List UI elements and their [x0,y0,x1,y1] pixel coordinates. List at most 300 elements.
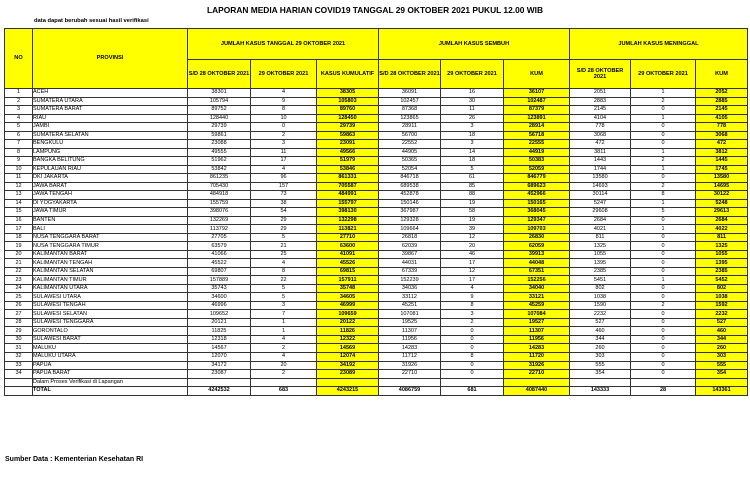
cell-sembuh-kum: 846779 [504,174,570,183]
cell-provinsi: Dalam Proses Verifikasi di Lapangan [33,378,188,387]
cell-meninggal-sd: 13580 [570,174,631,183]
cell-sembuh-kum: 33121 [504,293,570,302]
cell-kasus-today: 157 [251,182,317,191]
table-row [5,242,748,251]
cell-sembuh-today: 46 [441,250,504,259]
cell-kasus-today: 4 [251,89,317,98]
cell-meninggal-kum: 1325 [696,242,748,251]
cell-provinsi: SUMATERA UTARA [33,97,188,106]
cell-sembuh-kum: 22710 [504,370,570,379]
cell-sembuh-today: 58 [441,208,504,217]
cell-meninggal-today: 2 [631,182,696,191]
cell-kasus-kum: 705587 [317,182,379,191]
cell-kasus-kum: 132298 [317,216,379,225]
cell-kasus-today: 683 [251,387,317,396]
cell-sembuh-kum: 67351 [504,267,570,276]
cell-kasus-today: 20 [251,361,317,370]
cell-kasus-sd: 861235 [188,174,251,183]
cell-sembuh-today: 12 [441,233,504,242]
cell-kasus-today: 4 [251,335,317,344]
cell-sembuh-sd: 102457 [379,97,441,106]
cell-meninggal-sd: 2385 [570,267,631,276]
cell-sembuh-kum: 44919 [504,148,570,157]
report-title: LAPORAN MEDIA HARIAN COVID19 TANGGAL 29 OKTOBER 2021 PUKUL 12.00 WIB [207,5,543,15]
cell-kasus-today: 11 [251,148,317,157]
cell-sembuh-sd: 52054 [379,165,441,174]
cell-no: 18 [5,233,33,242]
cell-kasus-sd: 113792 [188,225,251,234]
cell-kasus-sd: 69807 [188,267,251,276]
cell-meninggal-kum: 472 [696,140,748,149]
cell-meninggal-today: 0 [631,267,696,276]
header-sembuh-sd: S/D 28 OKTOBER 2021 [379,60,441,89]
cell-sembuh-kum: 28914 [504,123,570,132]
cell-meninggal-sd: 555 [570,361,631,370]
cell-meninggal-kum: 2232 [696,310,748,319]
table-row [5,182,748,191]
cell-provinsi: SULAWESI TENGGARA [33,318,188,327]
cell-meninggal-kum: 527 [696,318,748,327]
cell-meninggal-today: 1 [631,199,696,208]
table-row [5,123,748,132]
cell-sembuh-today: 5 [441,165,504,174]
cell-meninggal-today: 0 [631,327,696,336]
cell-meninggal-kum: 5248 [696,199,748,208]
data-source: Sumber Data : Kementerian Kesehatan RI [5,456,144,463]
cell-no: 10 [5,165,33,174]
cell-sembuh-today: 85 [441,182,504,191]
cell-meninggal-sd: 5247 [570,199,631,208]
cell-sembuh-today: 8 [441,301,504,310]
header-meninggal-sd: S/D 28 OKTOBER 2021 [570,60,631,89]
cell-meninggal-sd: 2883 [570,97,631,106]
cell-sembuh-kum: 34040 [504,284,570,293]
cell-meninggal-today: 1 [631,148,696,157]
cell-sembuh-today: 18 [441,157,504,166]
cell-no: 29 [5,327,33,336]
cell-sembuh-kum: 14283 [504,344,570,353]
cell-sembuh-today: 14 [441,148,504,157]
cell-kasus-sd: 34600 [188,293,251,302]
cell-sembuh-today: 30 [441,97,504,106]
cell-kasus-kum: 63600 [317,242,379,251]
cell-meninggal-today: 0 [631,123,696,132]
cell-meninggal-today: 0 [631,174,696,183]
cell-kasus-sd: 705430 [188,182,251,191]
cell-sembuh-today: 0 [441,361,504,370]
cell-sembuh-sd: 152239 [379,276,441,285]
cell-sembuh-today: 3 [441,140,504,149]
cell-sembuh-today: 16 [441,89,504,98]
cell-meninggal-today: 0 [631,140,696,149]
cell-kasus-sd: 41066 [188,250,251,259]
cell-meninggal-kum: 2885 [696,97,748,106]
table-row [5,114,748,123]
cell-meninggal-sd: 1325 [570,242,631,251]
table-row [5,106,748,115]
cell-meninggal-sd: 4104 [570,114,631,123]
cell-meninggal-kum: 2684 [696,216,748,225]
cell-sembuh-kum: 129347 [504,216,570,225]
cell-no: 2 [5,97,33,106]
cell-sembuh-sd: 87368 [379,106,441,115]
cell-meninggal-kum: 1395 [696,259,748,268]
cell-kasus-kum: 11826 [317,327,379,336]
cell-kasus-sd: 51962 [188,157,251,166]
cell-kasus-today: 1 [251,327,317,336]
table-row [5,335,748,344]
cell-sembuh-kum: 45259 [504,301,570,310]
cell-provinsi: KALIMANTAN TENGAH [33,259,188,268]
cell-meninggal-kum: 4022 [696,225,748,234]
cell-meninggal-today: 1 [631,225,696,234]
cell-no: 28 [5,318,33,327]
cell-meninggal-today: 1 [631,89,696,98]
cell-meninggal-sd: 1443 [570,157,631,166]
cell-provinsi: JAWA TIMUR [33,208,188,217]
cell-sembuh-today: 681 [441,387,504,396]
cell-meninggal-sd: 1038 [570,293,631,302]
cell-sembuh-kum: 123891 [504,114,570,123]
cell-kasus-today: 73 [251,191,317,200]
cell-kasus-sd: 89752 [188,106,251,115]
cell-meninggal-kum: 2385 [696,267,748,276]
cell-meninggal-kum: 2145 [696,106,748,115]
cell-kasus-sd: 23088 [188,140,251,149]
total-row [5,387,748,396]
cell-meninggal-sd: 778 [570,123,631,132]
cell-kasus-sd: 46996 [188,301,251,310]
cell-provinsi: MALUKU UTARA [33,352,188,361]
cell-kasus-today: 8 [251,106,317,115]
cell-sembuh-today: 19 [441,216,504,225]
cell-meninggal-kum: 303 [696,352,748,361]
cell-sembuh-today: 9 [441,293,504,302]
table-row [5,225,748,234]
cell-kasus-today: 3 [251,301,317,310]
cell-kasus-sd: 132269 [188,216,251,225]
cell-provinsi: PAPUA [33,361,188,370]
cell-no: 16 [5,216,33,225]
cell-sembuh-kum: 52059 [504,165,570,174]
cell-kasus-sd: 155759 [188,199,251,208]
table-row [5,370,748,379]
cell-sembuh-sd: 689538 [379,182,441,191]
cell-sembuh-sd: 36091 [379,89,441,98]
cell-sembuh-sd: 62039 [379,242,441,251]
cell-sembuh-kum: 36107 [504,89,570,98]
cell-sembuh-kum: 109703 [504,225,570,234]
cell-kasus-today: 8 [251,267,317,276]
cell-meninggal-today [631,378,696,387]
cell-provinsi: KALIMANTAN UTARA [33,284,188,293]
cell-no: 9 [5,157,33,166]
cell-kasus-today: 5 [251,284,317,293]
cell-meninggal-today: 5 [631,208,696,217]
cell-no: 6 [5,131,33,140]
header-sembuh-today: 29 OKTOBER 2021 [441,60,504,89]
cell-kasus-today: 3 [251,140,317,149]
cell-provinsi: BENGKULU [33,140,188,149]
cell-meninggal-today: 8 [631,191,696,200]
cell-meninggal-sd: 354 [570,370,631,379]
cell-no: 5 [5,123,33,132]
cell-no: 32 [5,352,33,361]
table-row [5,284,748,293]
cell-provinsi: KALIMANTAN SELATAN [33,267,188,276]
cell-sembuh-today: 17 [441,259,504,268]
cell-kasus-today: 22 [251,276,317,285]
cell-no: 19 [5,242,33,251]
cell-meninggal-today: 0 [631,131,696,140]
cell-kasus-sd: 29739 [188,123,251,132]
cell-sembuh-sd: 67339 [379,267,441,276]
cell-no: 22 [5,267,33,276]
cell-meninggal-kum: 778 [696,123,748,132]
cell-sembuh-today: 0 [441,370,504,379]
cell-provinsi: BANTEN [33,216,188,225]
table-row [5,276,748,285]
cell-sembuh-kum: 11307 [504,327,570,336]
cell-kasus-kum: 113821 [317,225,379,234]
cell-kasus-kum: 34605 [317,293,379,302]
cell-meninggal-sd: 1744 [570,165,631,174]
cell-sembuh-sd: 44031 [379,259,441,268]
cell-kasus-kum: 861331 [317,174,379,183]
cell-kasus-today: 0 [251,123,317,132]
cell-provinsi: JAMBI [33,123,188,132]
cell-sembuh-kum: 56718 [504,131,570,140]
cell-kasus-today: 1 [251,318,317,327]
cell-no: 34 [5,370,33,379]
table-row [5,89,748,98]
cell-kasus-kum: 29739 [317,123,379,132]
cell-meninggal-today: 0 [631,361,696,370]
cell-kasus-today: 17 [251,157,317,166]
cell-sembuh-sd: 22710 [379,370,441,379]
cell-meninggal-kum: 2052 [696,89,748,98]
table-row [5,157,748,166]
cell-no [5,378,33,387]
cell-meninggal-today: 1 [631,165,696,174]
table-row [5,216,748,225]
cell-provinsi: SUMATERA SELATAN [33,131,188,140]
cell-meninggal-sd: 3068 [570,131,631,140]
cell-meninggal-kum: 260 [696,344,748,353]
cell-meninggal-sd: 260 [570,344,631,353]
cell-provinsi: SULAWESI TENGAH [33,301,188,310]
cell-meninggal-sd: 303 [570,352,631,361]
table-row [5,191,748,200]
cell-kasus-sd: 484918 [188,191,251,200]
cell-no: 21 [5,259,33,268]
cell-meninggal-kum: 143361 [696,387,748,396]
cell-sembuh-sd: 107081 [379,310,441,319]
cell-sembuh-today: 0 [441,335,504,344]
cell-provinsi: NUSA TENGGARA BARAT [33,233,188,242]
cell-kasus-kum: 12074 [317,352,379,361]
cell-kasus-kum: 155797 [317,199,379,208]
cell-sembuh-kum: 22555 [504,140,570,149]
cell-no: 3 [5,106,33,115]
table-row [5,259,748,268]
cell-kasus-sd: 45522 [188,259,251,268]
cell-meninggal-kum: 354 [696,370,748,379]
cell-no: 15 [5,208,33,217]
cell-provinsi: SULAWESI UTARA [33,293,188,302]
table-row [5,267,748,276]
cell-kasus-sd: 53842 [188,165,251,174]
cell-sembuh-sd: 367987 [379,208,441,217]
cell-sembuh-sd: 22552 [379,140,441,149]
cell-sembuh-kum: 62059 [504,242,570,251]
cell-sembuh-kum: 452966 [504,191,570,200]
cell-sembuh-sd: 129328 [379,216,441,225]
cell-no: 27 [5,310,33,319]
table-row [5,293,748,302]
cell-meninggal-today: 0 [631,216,696,225]
cell-sembuh-kum: 44048 [504,259,570,268]
cell-kasus-kum: 109659 [317,310,379,319]
cell-kasus-kum: 12322 [317,335,379,344]
cell-meninggal-sd: 2232 [570,310,631,319]
cell-kasus-kum: 34192 [317,361,379,370]
cell-meninggal-today: 0 [631,344,696,353]
cell-kasus-sd: 23087 [188,370,251,379]
cell-sembuh-today: 19 [441,199,504,208]
cell-sembuh-today: 26 [441,114,504,123]
cell-kasus-today [251,378,317,387]
cell-sembuh-sd: 34036 [379,284,441,293]
cell-sembuh-kum: 31926 [504,361,570,370]
cell-provinsi: SULAWESI SELATAN [33,310,188,319]
cell-meninggal-kum: 460 [696,327,748,336]
cell-meninggal-today: 0 [631,293,696,302]
cell-meninggal-today: 0 [631,370,696,379]
cell-kasus-kum: 46999 [317,301,379,310]
cell-no: 17 [5,225,33,234]
cell-meninggal-kum: 13580 [696,174,748,183]
cell-sembuh-sd: 56700 [379,131,441,140]
cell-meninggal-today: 0 [631,250,696,259]
cell-meninggal-sd: 14693 [570,182,631,191]
cell-sembuh-today: 20 [441,242,504,251]
cell-no: 31 [5,344,33,353]
cell-meninggal-kum: 1038 [696,293,748,302]
cell-sembuh-kum: 11956 [504,335,570,344]
cell-meninggal-sd [570,378,631,387]
cell-provinsi: LAMPUNG [33,148,188,157]
cell-meninggal-today: 0 [631,335,696,344]
cell-kasus-kum: 23091 [317,140,379,149]
header-group-meninggal: JUMLAH KASUS MENINGGAL [570,29,748,60]
cell-provinsi: PAPUA BARAT [33,370,188,379]
cell-kasus-today: 2 [251,370,317,379]
cell-kasus-sd: 59861 [188,131,251,140]
cell-kasus-sd: 128440 [188,114,251,123]
cell-sembuh-kum: 39913 [504,250,570,259]
cell-kasus-sd: 49555 [188,148,251,157]
cell-no: 7 [5,140,33,149]
cell-kasus-kum: 484991 [317,191,379,200]
cell-meninggal-sd: 460 [570,327,631,336]
cell-meninggal-kum: 1055 [696,250,748,259]
cell-provinsi: SUMATERA BARAT [33,106,188,115]
cell-kasus-sd [188,378,251,387]
cell-kasus-kum: 38305 [317,89,379,98]
cell-kasus-today: 7 [251,310,317,319]
cell-sembuh-today: 11 [441,106,504,115]
cell-kasus-kum: 45526 [317,259,379,268]
cell-no: 4 [5,114,33,123]
cell-sembuh-kum: 19527 [504,318,570,327]
cell-meninggal-kum: 30122 [696,191,748,200]
cell-meninggal-kum: 3068 [696,131,748,140]
cell-meninggal-kum: 5452 [696,276,748,285]
cell-meninggal-today: 0 [631,233,696,242]
cell-meninggal-kum: 14695 [696,182,748,191]
cell-no: 30 [5,335,33,344]
cell-kasus-sd: 35743 [188,284,251,293]
cell-sembuh-sd: 11712 [379,352,441,361]
cell-kasus-today: 29 [251,216,317,225]
cell-kasus-kum: 53846 [317,165,379,174]
cell-meninggal-sd: 527 [570,318,631,327]
cell-meninggal-sd: 29608 [570,208,631,217]
cell-meninggal-sd: 811 [570,233,631,242]
cell-sembuh-today: 3 [441,310,504,319]
cell-sembuh-sd: 452878 [379,191,441,200]
cell-kasus-today: 5 [251,233,317,242]
cell-kasus-sd: 398076 [188,208,251,217]
cell-meninggal-sd: 30114 [570,191,631,200]
cell-sembuh-today: 12 [441,267,504,276]
cell-meninggal-today: 1 [631,114,696,123]
cell-sembuh-sd: 14283 [379,344,441,353]
header-no: NO [5,29,33,89]
cell-kasus-today: 21 [251,242,317,251]
cell-kasus-kum: 27710 [317,233,379,242]
cell-no: 25 [5,293,33,302]
cell-kasus-kum: 51979 [317,157,379,166]
cell-meninggal-sd: 1395 [570,259,631,268]
table-row [5,352,748,361]
cell-kasus-sd: 20121 [188,318,251,327]
cell-kasus-sd: 27705 [188,233,251,242]
cell-sembuh-today: 0 [441,344,504,353]
cell-sembuh-today: 61 [441,174,504,183]
table-row [5,327,748,336]
cell-provinsi: JAWA BARAT [33,182,188,191]
cell-sembuh-kum: 102487 [504,97,570,106]
table-row [5,148,748,157]
cell-kasus-sd: 157889 [188,276,251,285]
cell-kasus-sd: 4242532 [188,387,251,396]
cell-sembuh-today: 4 [441,284,504,293]
cell-provinsi: JAWA TENGAH [33,191,188,200]
cell-sembuh-sd: 846718 [379,174,441,183]
cell-kasus-today: 2 [251,344,317,353]
cell-sembuh-kum: 4087440 [504,387,570,396]
cell-sembuh-today: 17 [441,276,504,285]
cell-sembuh-sd: 39867 [379,250,441,259]
cell-sembuh-today: 88 [441,191,504,200]
covid-report-table [4,28,748,396]
cell-kasus-today: 29 [251,225,317,234]
table-row [5,199,748,208]
table-row [5,250,748,259]
cell-meninggal-today: 0 [631,310,696,319]
